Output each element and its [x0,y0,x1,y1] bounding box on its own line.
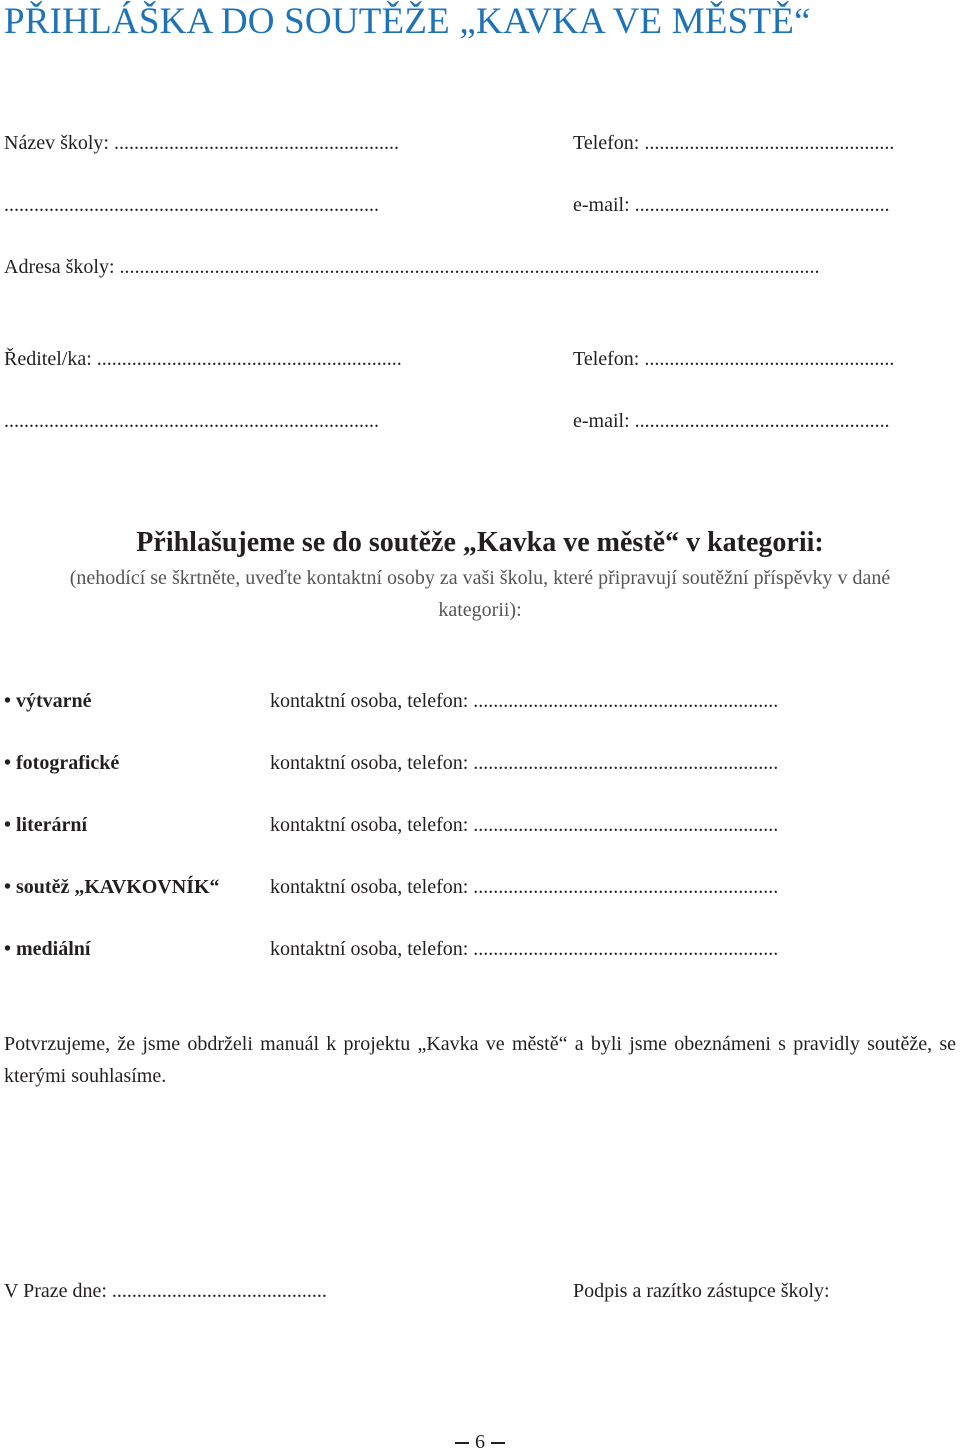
page-title: PŘIHLÁŠKA DO SOUTĚŽE „KAVKA VE MĚSTĚ“ [4,1,811,42]
category-contact-field[interactable]: kontaktní osoba, telefon: ............................................................. [270,814,779,836]
category-label: • výtvarné [4,690,92,712]
school-address-field[interactable]: Adresa školy: ............................................................................................................................................ [4,256,820,278]
director-email-field[interactable]: e-mail: ................................................... [573,410,890,432]
director-field[interactable]: Ředitel/ka: ............................................................. [4,348,402,370]
category-label: • soutěž „KAVKOVNÍK“ [4,876,220,898]
school-phone-field[interactable]: Telefon: .................................................. [573,132,895,154]
place-date-field[interactable]: V Praze dne: ........................................... [4,1280,327,1302]
category-contact-field[interactable]: kontaktní osoba, telefon: ............................................................. [270,876,779,898]
category-contact-field[interactable]: kontaktní osoba, telefon: ............................................................. [270,752,779,774]
registration-heading: Přihlašujeme se do soutěže „Kavka ve městě“ v kategorii: [136,527,824,558]
director-phone-field[interactable]: Telefon: .................................................. [573,348,895,370]
signature-label: Podpis a razítko zástupce školy: [573,1280,830,1302]
category-label: • literární [4,814,88,836]
confirmation-text: Potvrzujeme, že jsme obdrželi manuál k projektu „Kavka ve městě“ a byli jsme obeznámeni s pravidly soutěže, se kterými souhlasíme. [4,1033,956,1087]
page-number-value: 6 [475,1431,485,1453]
school-name-field[interactable]: Název školy: ......................................................... [4,132,399,154]
page-number [0,1429,960,1455]
category-contact-field[interactable]: kontaktní osoba, telefon: ............................................................. [270,690,779,712]
school-name-continuation[interactable]: ........................................................................... [4,194,379,216]
category-label: • mediální [4,938,91,960]
category-contact-field[interactable]: kontaktní osoba, telefon: ............................................................. [270,938,779,960]
registration-note: (nehodící se škrtněte, uveďte kontaktní osoby za vaši školu, které připravují soutěžní příspěvky v dané kategorii): [69,567,891,621]
category-label: • fotografické [4,752,120,774]
director-continuation[interactable]: ........................................................................... [4,410,379,432]
school-email-field[interactable]: e-mail: ................................................... [573,194,890,216]
dash-left [455,1442,469,1444]
dash-right [491,1442,505,1444]
